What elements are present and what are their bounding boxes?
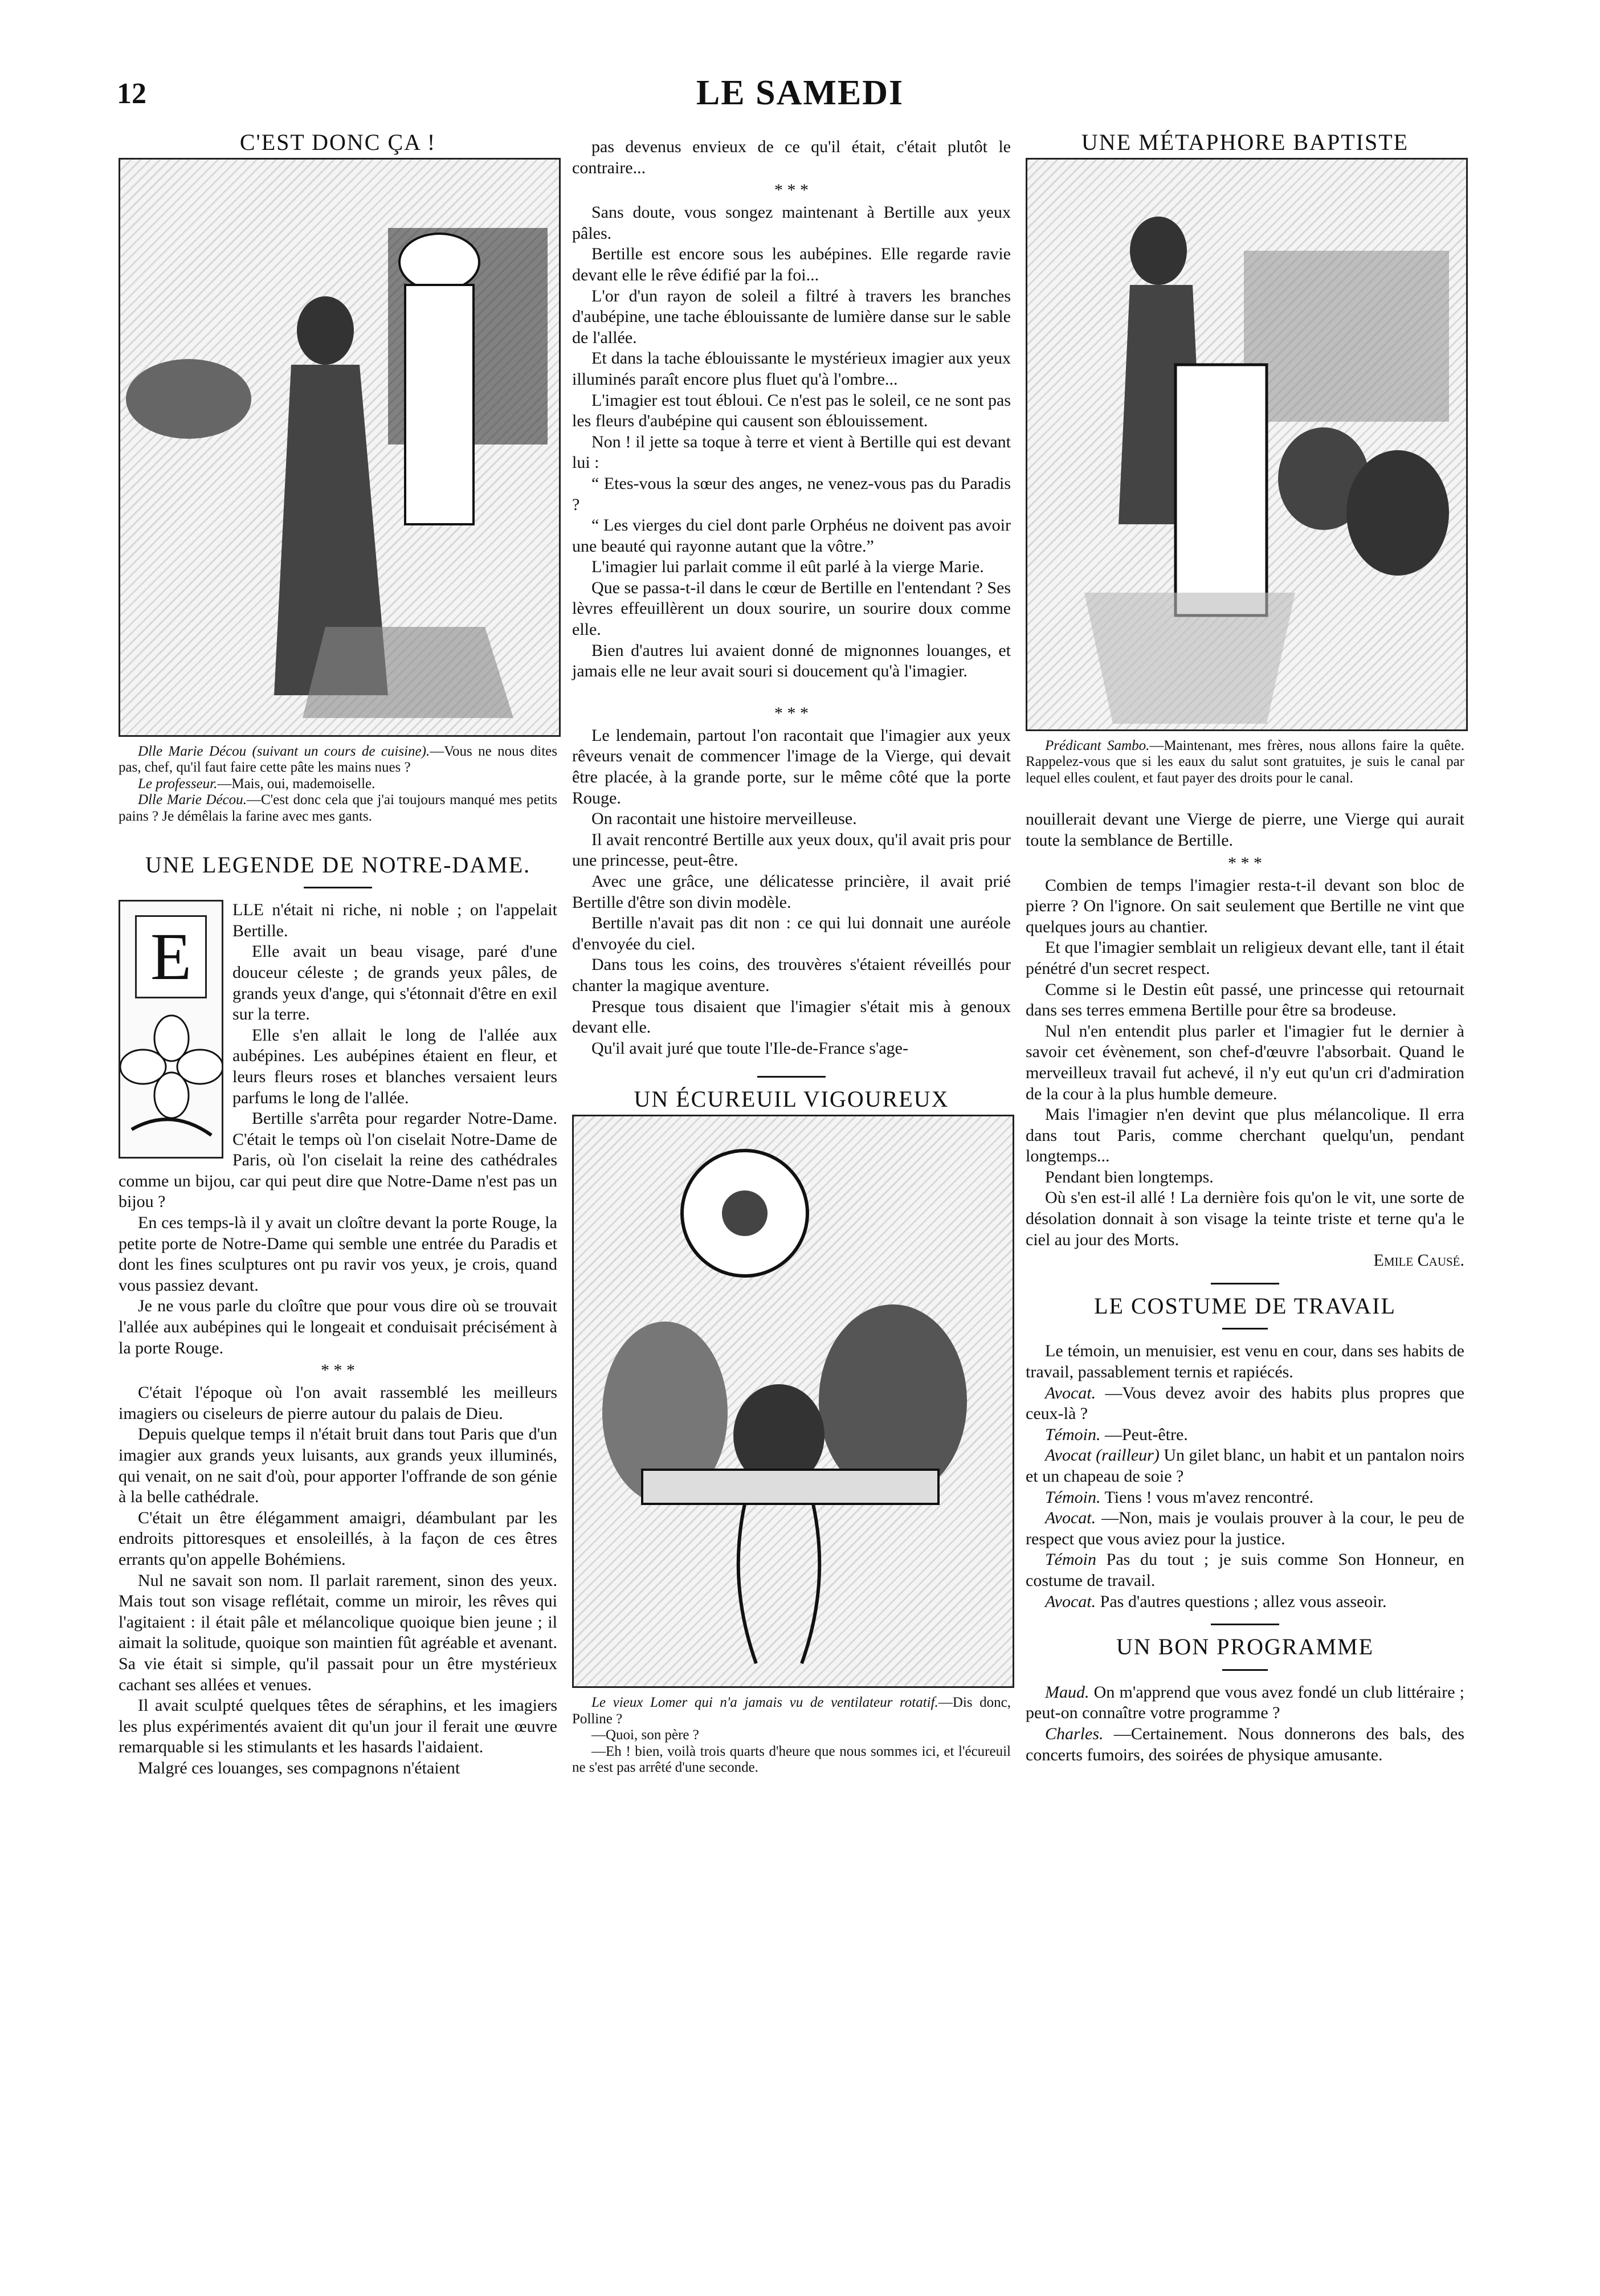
paragraph: LLE n'était ni riche, ni noble ; on l'appelait Bertille. [232,900,557,940]
story-title: UNE LEGENDE DE NOTRE-DAME. [145,851,531,878]
divider [1211,1283,1279,1284]
costume-dialog [1026,1341,1464,1612]
column-1 [119,129,557,1779]
paragraph: “ Les vierges du ciel dont parle Orphéus ne doivent pas avoir une beauté qui rayonne autant que la vôtre.” [572,516,1011,556]
paragraph: Presque tous disaient que l'imagier s'était mis à genoux devant elle. [572,997,1011,1037]
illustration-title: UNE MÉTAPHORE BAPTISTE [1081,129,1409,155]
paragraph: Et que l'imagier semblait un religieux devant elle, tant il était pénétré d'un secret respect. [1026,938,1464,978]
caption-line: —Quoi, son père ? [591,1727,699,1743]
paragraph: Et dans la tache éblouissante le mystérieux imagier aux yeux illuminés paraît encore plus fluet qu'à l'ombre... [572,349,1011,389]
squirrel-drawing [574,1116,1013,1686]
paragraph: Depuis quelque temps il n'était bruit dans tout Paris que d'un imagier aux grands yeux luisants, aux grands yeux illuminés, qui venait, on ne sait d'où, pour apporter l'offrande de son génie à la belle cathédrale. [119,1425,557,1507]
paragraph: Bertille n'avait pas dit non : ce qui lui donnait une auréole d'envoyée du ciel. [572,913,1011,953]
paragraph: Le lendemain, partout l'on racontait que l'imagier aux yeux rêveurs venait de commencer l'image de la Vierge, qui devait être placée, à la grande porte, sur le même côté que la porte Rouge. [572,725,1011,808]
paragraph: L'imagier est tout ébloui. Ce n'est pas le soleil, ce ne sont pas les fleurs d'aubépine qui causent son éblouissement. [572,390,1011,431]
cooking-class-illustration [119,158,561,737]
divider [1222,1328,1268,1330]
paragraph: Je ne vous parle du cloître que pour vous dire où se trouvait l'allée aux aubépines qui le longeait et conduisait précisément à la porte Rouge. [119,1296,557,1357]
caption-line: Le vieux Lomer qui n'a jamais vu de ventilateur rotatif.—Dis donc, Polline ? [572,1694,1011,1727]
section-stars: * * * [1228,853,1262,872]
paragraph: Malgré ces louanges, ses compagnons n'étaient [138,1758,460,1777]
paragraph: Bertille s'arrêta pour regarder Notre-Dame. C'était le temps où l'on ciselait Notre-Dame de Paris, où l'on ciselait la reine des cathédrales comme un bijou, car qui peut dire que Notre-Dame n'est pas un bijou ? [119,1109,557,1212]
page-number: 12 [117,78,146,110]
paragraph: L'imagier lui parlait comme il eût parlé à la vierge Marie. [591,557,984,577]
initial-letter: E [135,915,207,998]
paragraph: pas devenus envieux de ce qu'il était, c'était plutôt le contraire... [572,137,1011,177]
illustration-title: UN ÉCUREUIL VIGOUREUX [634,1086,949,1112]
paragraph: Où s'en est-il allé ! La dernière fois qu'on le vit, une sorte de désolation donnait à son visage la teinte triste et terne qu'a le ciel au jour des Morts. [1026,1188,1464,1249]
paragraph: Elle s'en allait le long de l'allée aux aubépines. Les aubépines étaient en fleur, et leurs fleurs roses et blanches versaient leurs parfums le long de l'allée. [232,1025,557,1107]
paragraph: Sans doute, vous songez maintenant à Bertille aux yeux pâles. [572,203,1011,243]
paragraph: L'or d'un rayon de soleil a filtré à travers les branches d'aubépine, une tache éblouissante de lumière danse sur le sable de l'allée. [572,286,1011,347]
illustration-caption [572,1695,1011,1776]
paragraph: Que se passa-t-il dans le cœur de Bertille en l'entendant ? Ses lèvres effeuillèrent un doux sourire, un sourire doux comme elle. [572,578,1011,639]
paragraph: Il avait rencontré Bertille aux yeux doux, qu'il avait pris pour une princesse, peut-être. [572,830,1011,870]
paragraph: Le témoin, un menuisier, est venu en cour, dans ses habits de travail, passablement ternis et rapiécés. [1026,1341,1464,1382]
paragraph: Non ! il jette sa toque à terre et vient à Bertille qui est devant lui : [572,432,1011,472]
author-signature: Emile Causé. [1373,1251,1464,1270]
paragraph: Avec une grâce, une délicatesse princière, il avait prié Bertille d'être son divin modèle. [572,872,1011,912]
caption-line: Prédicant Sambo.—Maintenant, mes frères, nous allons faire la quête. Rappelez-vous que si les eaux du salut sont gratuites, je suis le canal par lequel elles coulent, et faut payer des droits pour le canal. [1026,737,1465,786]
paragraph: Elle avait un beau visage, paré d'une douceur céleste ; de grands yeux pâles, de grands yeux d'ange, qui s'étonnait d'être en exil sur la terre. [232,942,557,1024]
paragraph: nouillerait devant une Vierge de pierre, une Vierge qui aurait toute la semblance de Bertille. [1026,810,1464,850]
paragraph: “ Etes-vous la sœur des anges, ne venez-vous pas du Paradis ? [572,474,1011,514]
paragraph: Pendant bien longtemps. [1045,1167,1214,1186]
column-2 [572,137,1011,1776]
illustration-caption [1026,738,1464,787]
paragraph: Combien de temps l'imagier resta-t-il devant son bloc de pierre ? On l'ignore. On sait seulement que Bertille ne vint que quelques jours au chantier. [1026,875,1464,936]
paragraph: C'était l'époque où l'on avait rassemblé les meilleurs imagiers ou ciseleurs de pierre autour du palais de Dieu. [119,1383,557,1423]
caption-line: Le professeur.—Mais, oui, mademoiselle. [138,776,375,792]
paragraph: Qu'il avait juré que toute l'Ile-de-France s'age- [591,1038,908,1058]
dialog-line: Avocat. —Vous devez avoir des habits plus propres que ceux-là ? [1026,1383,1464,1424]
illustration-caption [119,744,557,825]
paragraph: Mais l'imagier n'en devint que plus mélancolique. Il erra dans tout Paris, comme cherchant quelqu'un, pendant longtemps... [1026,1105,1464,1166]
dialog-line: Avocat (railleur) Un gilet blanc, un habit et un pantalon noirs et un chapeau de soie ? [1026,1446,1464,1486]
paragraph: C'était un être élégamment amaigri, déambulant par les endroits pittoresques et ensoleillés, à la façon de ces êtres errants qu'on appelle Bohémiens. [119,1508,557,1569]
dialog-line: Charles. —Certainement. Nous donnerons des bals, des concerts fumoirs, des soirées de physique amusante. [1026,1724,1464,1764]
paragraph: On racontait une histoire merveilleuse. [591,809,857,829]
dialog-line: Avocat. —Non, mais je voulais prouver à la cour, le peu de respect que vous aviez pour la justice. [1026,1508,1465,1548]
illustration-title: C'EST DONC ÇA ! [239,129,436,155]
column-3 [1026,129,1465,1765]
paragraph: En ces temps-là il y avait un cloître devant la porte Rouge, la petite porte de Notre-Dame qui semble une entrée du Paradis et dont les fines sculptures ont pu ravir vos yeux, je crois, quand vous passiez devant. [119,1213,557,1295]
section-title: UN BON PROGRAMME [1116,1634,1374,1660]
dialog-line: Avocat. Pas d'autres questions ; allez vous asseoir. [1045,1592,1387,1611]
paragraph: Il avait sculpté quelques têtes de séraphins, et les imagiers les plus expérimentés avaient dit qu'un jour il ferait une œuvre remarquable si les stimulants et les hasards l'aidaient. [119,1696,557,1757]
paragraph: Nul ne savait son nom. Il parlait rarement, sinon des yeux. Mais tout son visage reflétait, comme un miroir, les rêves qui l'agitaient : il était pâle et mélancolique quoique bien jeune ; il aimait la solitude, quoique son maintien fût agréable et avenant. Sa vie était si simple, qu'il passait pour un être mystérieux cachant ses allées et venues. [119,1571,557,1694]
spacer [1026,786,1464,809]
paragraph: Bertille est encore sous les aubépines. Elle regarde ravie devant elle le rêve édifié par la foi... [572,244,1011,284]
paragraph: Bien d'autres lui avaient donné de mignonnes louanges, et jamais elle ne leur avait souri si doucement qu'à l'imagier. [572,641,1011,681]
caption-line: Dlle Marie Décou.—C'est donc cela que j'ai toujours manqué mes petits pains ? Je démêlais la farine avec mes gants. [119,792,557,824]
caption-line: —Eh ! bien, voilà trois quarts d'heure que nous sommes ici, et l'écureuil ne s'est pas arrêté d'une seconde. [572,1743,1011,1776]
section-stars: * * * [774,181,809,200]
paragraph: Nul n'en entendit plus parler et l'imagier fut le dernier à savoir cet évènement, son chef-d'œuvre l'absorbait. Quand le merveilleux travail fut achevé, il n'y eut qu'un cri d'admiration de la cour à la plus humble demeure. [1026,1021,1464,1103]
caption-line: Dlle Marie Décou (suivant un cours de cuisine).—Vous ne nous dites pas, chef, qu'il faut faire cette pâte les mains nues ? [119,743,557,776]
divider [1222,1669,1268,1671]
divider [757,1076,826,1078]
programme-dialog [1026,1682,1464,1765]
decorated-initial [119,900,223,1159]
section-title: LE COSTUME DE TRAVAIL [1094,1292,1396,1319]
squirrel-illustration [572,1115,1014,1688]
section-stars: * * * [774,703,809,723]
divider [304,887,372,888]
dialog-line: Témoin Pas du tout ; je suis comme Son Honneur, en costume de travail. [1026,1550,1464,1590]
section-stars: * * * [321,1361,355,1380]
paragraph: Dans tous les coins, des trouvères s'étaient réveillés pour chanter la magique aventure. [572,955,1011,995]
preacher-drawing [1027,160,1466,729]
cooking-class-drawing [120,160,559,735]
dialog-line: Maud. On m'apprend que vous avez fondé un club littéraire ; peut-on connaître votre programme ? [1026,1682,1465,1723]
preacher-illustration [1026,158,1468,731]
paragraph: Comme si le Destin eût passé, une princesse qui retournait dans ses terres emmena Bertille pour être sa brodeuse. [1026,980,1464,1020]
flower-ornament [120,902,222,1157]
dialog-line: Témoin. —Peut-être. [1045,1425,1188,1444]
divider [1211,1624,1279,1625]
dialog-line: Témoin. Tiens ! vous m'avez rencontré. [1045,1487,1314,1507]
masthead-title: LE SAMEDI [696,74,904,112]
